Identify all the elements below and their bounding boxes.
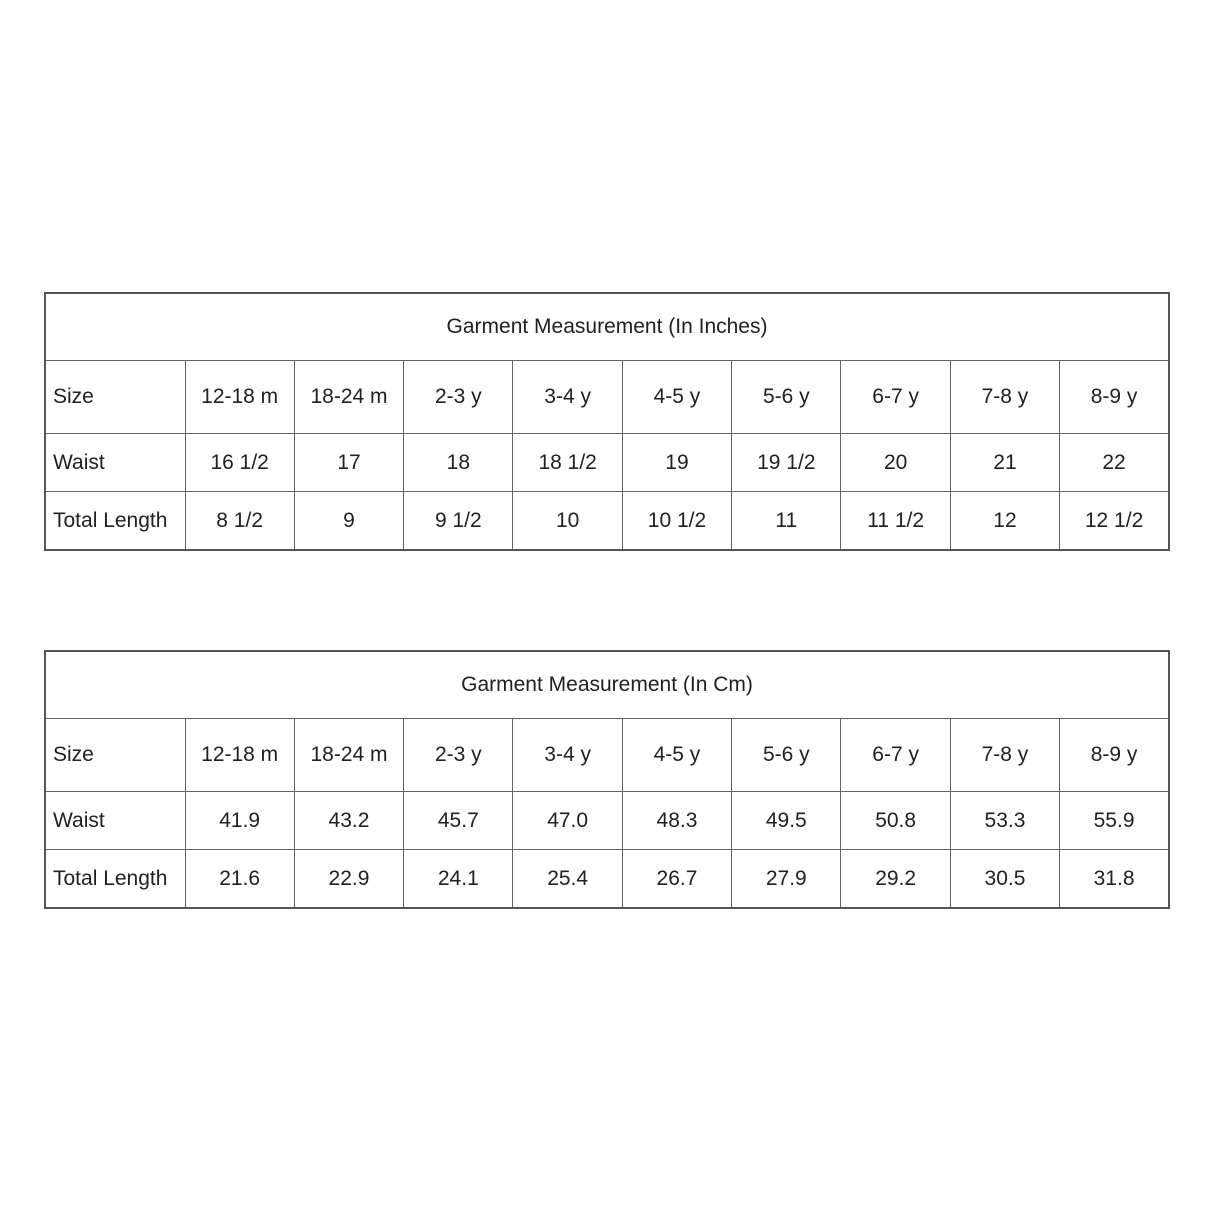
size-column-header: 5-6 y (732, 361, 841, 434)
measurement-cell: 17 (294, 434, 403, 492)
row-label: Waist (45, 792, 185, 850)
measurement-cell: 18 (404, 434, 513, 492)
measurement-row (45, 492, 1169, 551)
measurement-cell: 12 (950, 492, 1059, 551)
measurement-cell: 9 1/2 (404, 492, 513, 551)
row-label: Total Length (45, 850, 185, 909)
measurement-cell: 20 (841, 434, 950, 492)
measurement-cell: 26.7 (622, 850, 731, 909)
garment-measurement-table-inches (44, 292, 1170, 551)
table-title: Garment Measurement (In Cm) (45, 651, 1169, 719)
measurement-cell: 21.6 (185, 850, 294, 909)
size-column-header: 5-6 y (732, 719, 841, 792)
measurement-cell: 11 (732, 492, 841, 551)
measurement-cell: 22 (1060, 434, 1169, 492)
size-column-header: 8-9 y (1060, 361, 1169, 434)
table-title-row (45, 293, 1169, 361)
size-header-row (45, 361, 1169, 434)
table-title-row (45, 651, 1169, 719)
size-column-header: 12-18 m (185, 361, 294, 434)
size-column-header: 6-7 y (841, 361, 950, 434)
size-column-header: 8-9 y (1060, 719, 1169, 792)
size-column-header: 18-24 m (294, 361, 403, 434)
measurement-cell: 24.1 (404, 850, 513, 909)
row-label-size: Size (45, 719, 185, 792)
measurement-cell: 50.8 (841, 792, 950, 850)
row-label-size: Size (45, 361, 185, 434)
measurement-cell: 10 1/2 (622, 492, 731, 551)
measurement-cell: 12 1/2 (1060, 492, 1169, 551)
measurement-cell: 11 1/2 (841, 492, 950, 551)
size-column-header: 4-5 y (622, 361, 731, 434)
measurement-cell: 30.5 (950, 850, 1059, 909)
size-column-header: 3-4 y (513, 719, 622, 792)
measurement-cell: 21 (950, 434, 1059, 492)
measurement-row (45, 850, 1169, 909)
size-column-header: 18-24 m (294, 719, 403, 792)
size-column-header: 4-5 y (622, 719, 731, 792)
row-label: Waist (45, 434, 185, 492)
measurement-cell: 10 (513, 492, 622, 551)
measurement-cell: 53.3 (950, 792, 1059, 850)
measurement-cell: 45.7 (404, 792, 513, 850)
measurement-cell: 19 1/2 (732, 434, 841, 492)
measurement-cell: 9 (294, 492, 403, 551)
table-title: Garment Measurement (In Inches) (45, 293, 1169, 361)
measurement-cell: 49.5 (732, 792, 841, 850)
size-column-header: 2-3 y (404, 361, 513, 434)
measurement-cell: 18 1/2 (513, 434, 622, 492)
measurement-cell: 29.2 (841, 850, 950, 909)
size-column-header: 7-8 y (950, 719, 1059, 792)
measurement-cell: 47.0 (513, 792, 622, 850)
measurement-cell: 41.9 (185, 792, 294, 850)
measurement-cell: 19 (622, 434, 731, 492)
measurement-cell: 43.2 (294, 792, 403, 850)
measurement-row (45, 792, 1169, 850)
garment-measurement-table-cm (44, 650, 1170, 909)
measurement-cell: 16 1/2 (185, 434, 294, 492)
size-column-header: 3-4 y (513, 361, 622, 434)
size-column-header: 12-18 m (185, 719, 294, 792)
size-column-header: 6-7 y (841, 719, 950, 792)
measurement-cell: 22.9 (294, 850, 403, 909)
measurement-cell: 31.8 (1060, 850, 1169, 909)
row-label: Total Length (45, 492, 185, 551)
size-column-header: 2-3 y (404, 719, 513, 792)
size-header-row (45, 719, 1169, 792)
size-column-header: 7-8 y (950, 361, 1059, 434)
measurement-cell: 55.9 (1060, 792, 1169, 850)
measurement-cell: 48.3 (622, 792, 731, 850)
measurement-row (45, 434, 1169, 492)
measurement-cell: 8 1/2 (185, 492, 294, 551)
measurement-cell: 27.9 (732, 850, 841, 909)
measurement-cell: 25.4 (513, 850, 622, 909)
